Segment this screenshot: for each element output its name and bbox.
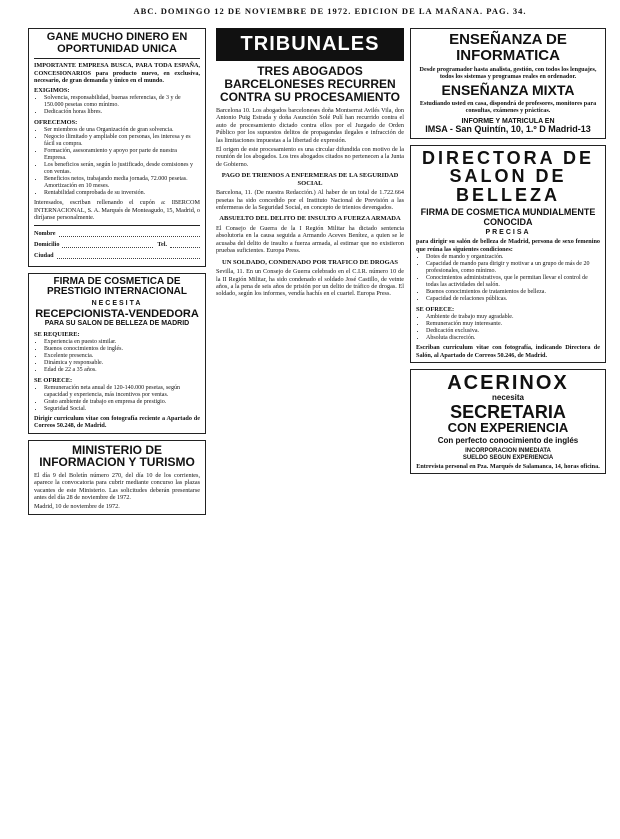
ad-dir-offer-list: [416, 314, 600, 342]
subhead-soldado: UN SOLDADO, CONDENADO POR TRAFICO DE DROGAS: [222, 258, 398, 266]
ad-dinero-title: GANE MUCHO DINERO EN OPORTUNIDAD UNICA: [46, 31, 188, 55]
ad-recep-offer-list: [34, 385, 200, 413]
ad-recep-l2: NECESITA: [91, 299, 143, 307]
list-item: • Absoluta discreción.: [426, 335, 600, 342]
list-item: • Remuneración muy interesante.: [426, 321, 600, 328]
list-item: • Dedicación horas libres.: [44, 109, 200, 116]
ad-recep-contact: Dirigir curriculum vitae con fotografía reciente a Apartado de Correos 50.248, de Madrid.: [34, 414, 200, 430]
ad-acerinox: [410, 369, 606, 474]
list-item: • Ambiente de trabajo muy agradable.: [426, 314, 600, 321]
page-header: ABC. DOMINGO 12 DE NOVIEMBRE DE 1972. EDICION DE LA MAÑANA. PAG. 34.: [133, 6, 527, 16]
article-p3: Barcelona, 11. (De nuestra Redacción.) Al haber de un total de 1.722.664 pesetas ha sido concedido por el Instituto Nacional de Previsión a las enfermeras de la Seguridad Social, en concepto de trienios devengados.: [216, 189, 404, 212]
list-item: • Ser miembros de una Organización de gran solvencia.: [44, 127, 200, 134]
ad-min-body: El día 9 del Boletín número 270, del día 10 de los corrientes, aparece la convocatoria para cubrir mediante concurso las plazas vacantes de este Ministerio. Las solicitudes deberán presentarse antes del día 28 de noviembre de 1972.: [34, 471, 200, 501]
list-item: • Solvencia, responsabilidad, buenas referencias, de 3 y de 150.000 pesetas como mínimo.: [44, 95, 200, 109]
list-item: • Dotes de mando y organización.: [426, 254, 600, 261]
middle-column: [216, 28, 404, 298]
list-item: • Formación, asesoramiento y apoyo por parte de nuestra Empresa.: [44, 148, 200, 162]
ad-recep-l3: RECEPCIONISTA-VENDEDORA: [35, 307, 199, 320]
article-p2: El origen de este procesamiento es una circular difundida con motivo de la reunión de los abogados. Los tres abogados citados no pertenecen a la Junta de Gobierno.: [216, 146, 404, 168]
ad-acx-l2: necesita: [491, 393, 525, 403]
ad-directora: [410, 145, 606, 364]
ad-dir-offer-label: SE OFRECE:: [416, 306, 455, 314]
ad-dinero: [28, 28, 206, 267]
section-banner: TRIBUNALES: [216, 28, 404, 61]
list-item: • Seguridad Social.: [44, 406, 200, 413]
list-item: • Buenos conocimientos de inglés.: [44, 346, 200, 353]
subhead-absuelto: ABSUELTO DEL DELITO DE INSULTO A FUERZA ARMADA: [219, 215, 401, 223]
list-item: • Excelente presencia.: [44, 353, 200, 360]
ad-dir-intro: para dirigir su salón de belleza de Madrid, persona de sexo femenino que reúna las siguientes condiciones:: [416, 238, 600, 253]
list-item: • Capacidad de relaciones públicas.: [426, 296, 600, 303]
ad-dir-l3: PRECISA: [485, 229, 531, 237]
list-item: • Los beneficios serán, según lo justificado, desde comisiones y con ventas.: [44, 162, 200, 176]
ad-acx-l1: ACERINOX: [447, 372, 569, 395]
article-p1: Barcelona 10. Los abogados barceloneses doña Montserrat Avilés Vila, don Antonio Puig Estrada y doña Asunción Solé Pulí han recurrido contra el auto de procesamiento dictado contra ellos por el Juzgado de Orden Público por los supuestos delitos de propagandas ilegales e infracción de las limitaciones impuestas a la libertad de expresión.: [216, 107, 404, 144]
list-item: • Conocimientos administrativos, que le permitan llevar el control de todas las actividades del salón.: [426, 275, 600, 289]
ad-ministerio: [28, 440, 206, 515]
article-p5: Sevilla, 11. En un Consejo de Guerra celebrado en el C.I.R. número 10 de la II Región Militar, ha sido condenado el soldado José Castillo, de veinte años, a la pena de seis años de prisión por un delito de tráfico de drogas. El soldado, según los informes, vendía hachís en el cuartel. Europa Press.: [216, 268, 404, 298]
article-p4: El Consejo de Guerra de la I Región Militar ha dictado sentencia absolutoria en la causa seguida a Armando Aceves Benítez, a quien se le acusaba del delito de insulto a fuerza armada, al estimar que no existieron pruebas suficientes. Europa Press.: [216, 224, 404, 255]
ad-acx-l6: INCORPORACION INMEDIATA: [465, 448, 551, 455]
ad-min-sign: Madrid, 10 de noviembre de 1972.: [34, 503, 120, 511]
form-city-field[interactable]: Ciudad: [34, 252, 200, 259]
list-item: • Rentabilidad comprobada de su inversión.: [44, 190, 200, 197]
list-item: • Buenos conocimientos de tratamientos de belleza.: [426, 289, 600, 296]
list-item: • Dedicación exclusiva.: [426, 328, 600, 335]
ad-dinero-offer-list: [34, 127, 200, 197]
ad-inf-body2: Estudiando usted en casa, dispondrá de profesores, monitores para consultas, exámenes y prácticas.: [419, 100, 597, 115]
ad-inf-body: Desde programador hasta analista, gestión, con todos los lenguajes, todos los sistemas y programas reales en ordenador.: [419, 65, 597, 80]
list-item: • Beneficios netos, trabajando media jornada, 72.000 pesetas. Amortización en 10 meses.: [44, 176, 200, 190]
ad-recep-req-list: [34, 339, 200, 374]
ad-dir-l1: DIRECTORA DE SALON DE BELLEZA: [421, 147, 594, 206]
subhead-trienios: PAGO DE TRIENIOS A ENFERMERAS DE LA SEGURIDAD SOCIAL: [221, 172, 399, 187]
ad-min-title: MINISTERIO DE INFORMACION Y TURISMO: [39, 442, 195, 470]
list-item: • Experiencia en puesto similar.: [44, 339, 200, 346]
ad-acx-l3: SECRETARIA: [450, 401, 566, 422]
ad-recep-offer-label: SE OFRECE:: [34, 376, 73, 384]
list-item: • Edad de 22 a 35 años.: [44, 367, 200, 374]
ad-acx-l5: Con perfecto conocimiento de inglés: [437, 436, 579, 446]
ad-recep-l1: FIRMA DE COSMETICA DE PRESTIGIO INTERNACIONAL: [46, 275, 187, 298]
ad-acx-l4: CON EXPERIENCIA: [447, 420, 569, 436]
ad-recepcionista: [28, 273, 206, 434]
list-item: • Dinámica y responsable.: [44, 360, 200, 367]
ad-inf-address: IMSA - San Quintín, 10, 1.º D Madrid-13: [425, 124, 591, 135]
list-item: • Remuneración neta anual de 120-140.000 pesetas, según capacidad y experiencia, más incentivos por ventas.: [44, 385, 200, 399]
ad-inf-title: ENSEÑANZA DE INFORMATICA: [449, 31, 567, 64]
ad-acx-l7: SUELDO SEGUN EXPERIENCIA: [462, 454, 554, 461]
ad-informatica: [410, 28, 606, 139]
headline: TRES ABOGADOS BARCELONESES RECURREN CONTRA SU PROCESAMIENTO: [219, 64, 400, 104]
ad-dinero-intro: IMPORTANTE EMPRESA BUSCA, PARA TODA ESPAÑA, CONCESIONARIOS para producto nuevo, en exclusiva, necesario, de gran demanda y único en el mundo.: [34, 62, 200, 84]
ad-inf-mixta: ENSEÑANZA MIXTA: [441, 82, 575, 99]
ad-dinero-offer-label: OFRECEMOS:: [34, 119, 78, 127]
ad-recep-req-label: SE REQUIERE:: [34, 330, 80, 338]
ad-dir-l2: FIRMA DE COSMETICA MUNDIALMENTE CONOCIDA: [420, 207, 596, 227]
form-address-field[interactable]: Domicilio Tel.: [34, 241, 200, 248]
ad-acx-contact: Entrevista personal en Pza. Marqués de Salamanca, 14, horas oficina.: [416, 463, 600, 471]
list-item: • Capacidad de mando para dirigir y motivar a un grupo de más de 20 profesionales, como mínimo.: [426, 261, 600, 275]
ad-dinero-req-label: EXIGIMOS:: [34, 87, 70, 95]
ad-inf-matricula: INFORME Y MATRICULA EN: [461, 117, 555, 125]
ad-dinero-req-list: [34, 95, 200, 116]
form-name-field[interactable]: Nombre: [34, 230, 200, 237]
left-column: [28, 28, 206, 521]
right-column: [410, 28, 606, 480]
ad-dir-contact: Escriban curriculum vitae con fotografía, indicando Directora de Salón, al Apartado de Correos 50.246, de Madrid.: [416, 344, 600, 359]
ad-dir-req-list: [416, 254, 600, 303]
list-item: • Negocio ilimitado y ampliable con personas, les interesa y es fácil su compra.: [44, 134, 200, 148]
ad-recep-l4: PARA SU SALON DE BELLEZA DE MADRID: [44, 320, 190, 328]
ad-dinero-contact: Interesados, escriban rellenando el cupón a: IBERCOM INTERNACIONAL, S. A. Marqués de Monteagudo, 15, Madrid, o diríjanse personalmente.: [34, 199, 201, 222]
list-item: • Grato ambiente de trabajo en empresa de prestigio.: [44, 399, 200, 406]
